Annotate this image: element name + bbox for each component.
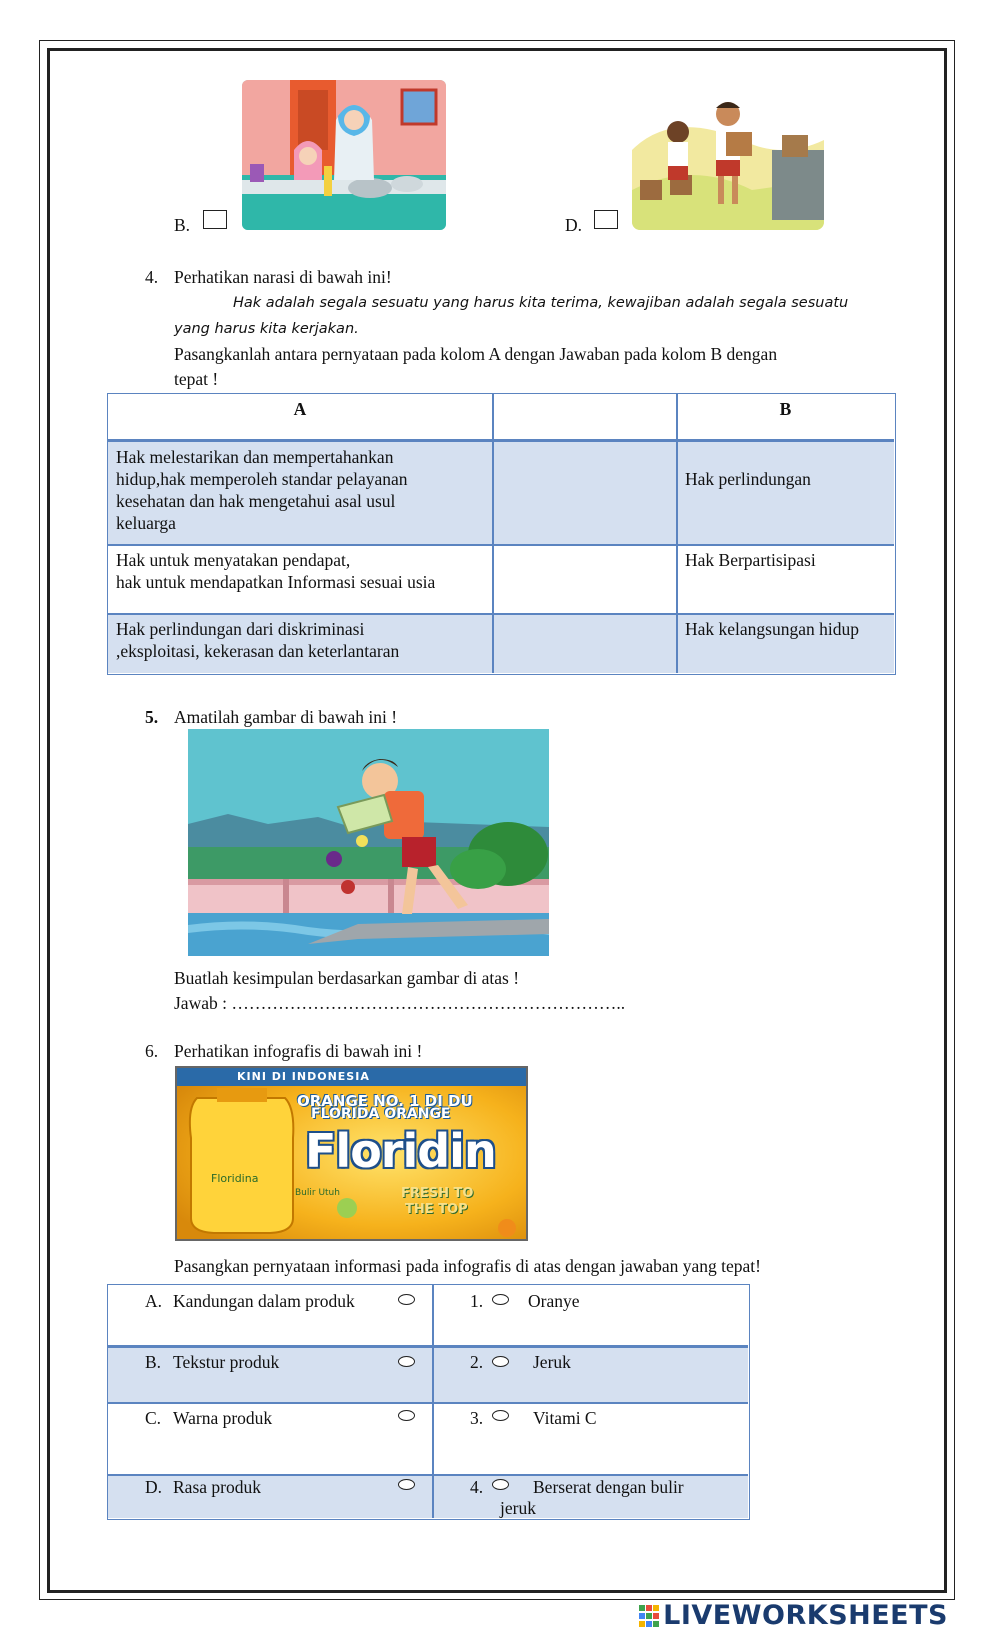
left-b-letter: B. — [145, 1352, 162, 1372]
right-1-text: Oranye — [528, 1291, 580, 1311]
left-c-text: Warna produk — [173, 1408, 273, 1428]
right-4-radio[interactable] — [492, 1479, 509, 1490]
row-2-answer[interactable]: Hak Berpartisipasi — [685, 550, 816, 570]
ad-fresh-line1: FRESH TO — [401, 1186, 474, 1201]
right-2-radio[interactable] — [492, 1356, 509, 1367]
ad-line1: ORANGE NO. 1 DI DU — [297, 1092, 473, 1110]
ad-bottle-label: Floridina — [211, 1172, 259, 1185]
q6-number: 6. — [145, 1041, 159, 1061]
right-1-radio[interactable] — [492, 1294, 509, 1305]
option-b-checkbox[interactable] — [203, 210, 227, 229]
ad-top-text: KINI DI INDONESIA — [237, 1070, 370, 1083]
left-a-text: Kandungan dalam produk — [173, 1291, 355, 1311]
row-1-answer[interactable]: Hak perlindungan — [685, 469, 811, 489]
right-2-text: Jeruk — [533, 1352, 571, 1372]
left-c-radio[interactable] — [398, 1410, 415, 1421]
ad-bulir: Bulir Utuh — [295, 1188, 340, 1198]
left-a-letter: A. — [145, 1291, 163, 1311]
students-carrying-boxes-illustration — [632, 80, 824, 230]
q4-number: 4. — [145, 267, 159, 287]
col-divider-1 — [492, 394, 494, 673]
right-4-num: 4. — [470, 1477, 484, 1497]
littering-river-illustration — [188, 729, 549, 956]
header-b: B — [779, 399, 792, 419]
q4-instruction-line1: Pasangkanlah antara pernyataan pada kolom A dengan Jawaban pada kolom B dengan — [174, 344, 778, 364]
q5-title: Amatilah gambar di bawah ini ! — [174, 707, 398, 727]
right-2-num: 2. — [470, 1352, 484, 1372]
left-c-letter: C. — [145, 1408, 162, 1428]
matching-table-infographic — [107, 1284, 750, 1520]
row-divider-2 — [108, 613, 894, 615]
col-divider — [432, 1285, 434, 1518]
kitchen-illustration — [242, 80, 446, 230]
row-3-answer[interactable]: Hak kelangsungan hidup — [685, 619, 859, 639]
q4-narrative-line1: Hak adalah segala sesuatu yang harus kita terima, kewajiban adalah segala sesuatu — [233, 295, 849, 311]
right-1-num: 1. — [470, 1291, 484, 1311]
q6-title: Perhatikan infografis di bawah ini ! — [174, 1041, 423, 1061]
right-4-text: Berserat dengan bulir — [533, 1477, 684, 1497]
right-3-radio[interactable] — [492, 1410, 509, 1421]
option-d-label: D. — [565, 215, 583, 235]
floridina-infographic — [175, 1066, 528, 1241]
right-3-num: 3. — [470, 1408, 484, 1428]
left-d-letter: D. — [145, 1477, 163, 1497]
q4-title: Perhatikan narasi di bawah ini! — [174, 267, 392, 287]
right-3-text: Vitami C — [533, 1408, 597, 1428]
row-divider-b — [108, 1402, 748, 1404]
q5-prompt: Buatlah kesimpulan berdasarkan gambar di atas ! — [174, 968, 520, 988]
row-3-statement: Hak perlindungan dari diskriminasi ,eksploitasi, kekerasan dan keterlantaran — [116, 619, 400, 661]
liveworksheets-logo — [639, 1600, 948, 1631]
q5-number: 5. — [145, 707, 159, 727]
row-divider-1 — [108, 544, 894, 546]
logo-text: LIVEWORKSHEETS — [663, 1600, 948, 1631]
header-a: A — [293, 399, 307, 419]
row-1-statement: Hak melestarikan dan mempertahankan hidup,hak memperoleh standar pelayanan kesehatan dan hak mengetahui asal usul keluarga — [116, 447, 408, 533]
q5-answer-line[interactable]: Jawab : ………………………………………………………….. — [174, 993, 626, 1013]
ad-brand: Floridin — [305, 1124, 496, 1178]
header-divider — [108, 439, 894, 442]
row-2-statement: Hak untuk menyatakan pendapat, hak untuk mendapatkan Informasi sesuai usia — [116, 550, 436, 592]
logo-grid-icon — [639, 1605, 659, 1627]
left-d-radio[interactable] — [398, 1479, 415, 1490]
q6-instruction: Pasangkan pernyataan informasi pada infografis di atas dengan jawaban yang tepat! — [174, 1256, 762, 1276]
matching-table-rights — [107, 393, 896, 675]
left-d-text: Rasa produk — [173, 1477, 261, 1497]
ad-fresh-line2: THE TOP — [405, 1202, 468, 1217]
left-a-radio[interactable] — [398, 1294, 415, 1305]
option-b-label: B. — [174, 215, 191, 235]
q4-instruction-line2: tepat ! — [174, 369, 219, 389]
ad-line2: FLORIDA ORANGE — [311, 1106, 451, 1122]
left-b-radio[interactable] — [398, 1356, 415, 1367]
right-4-text-line2: jeruk — [500, 1498, 536, 1518]
left-b-text: Tekstur produk — [173, 1352, 280, 1372]
q4-narrative-line2: yang harus kita kerjakan. — [174, 321, 359, 337]
option-d-checkbox[interactable] — [594, 210, 618, 229]
col-divider-2 — [676, 394, 678, 673]
row-divider-a — [108, 1345, 748, 1348]
